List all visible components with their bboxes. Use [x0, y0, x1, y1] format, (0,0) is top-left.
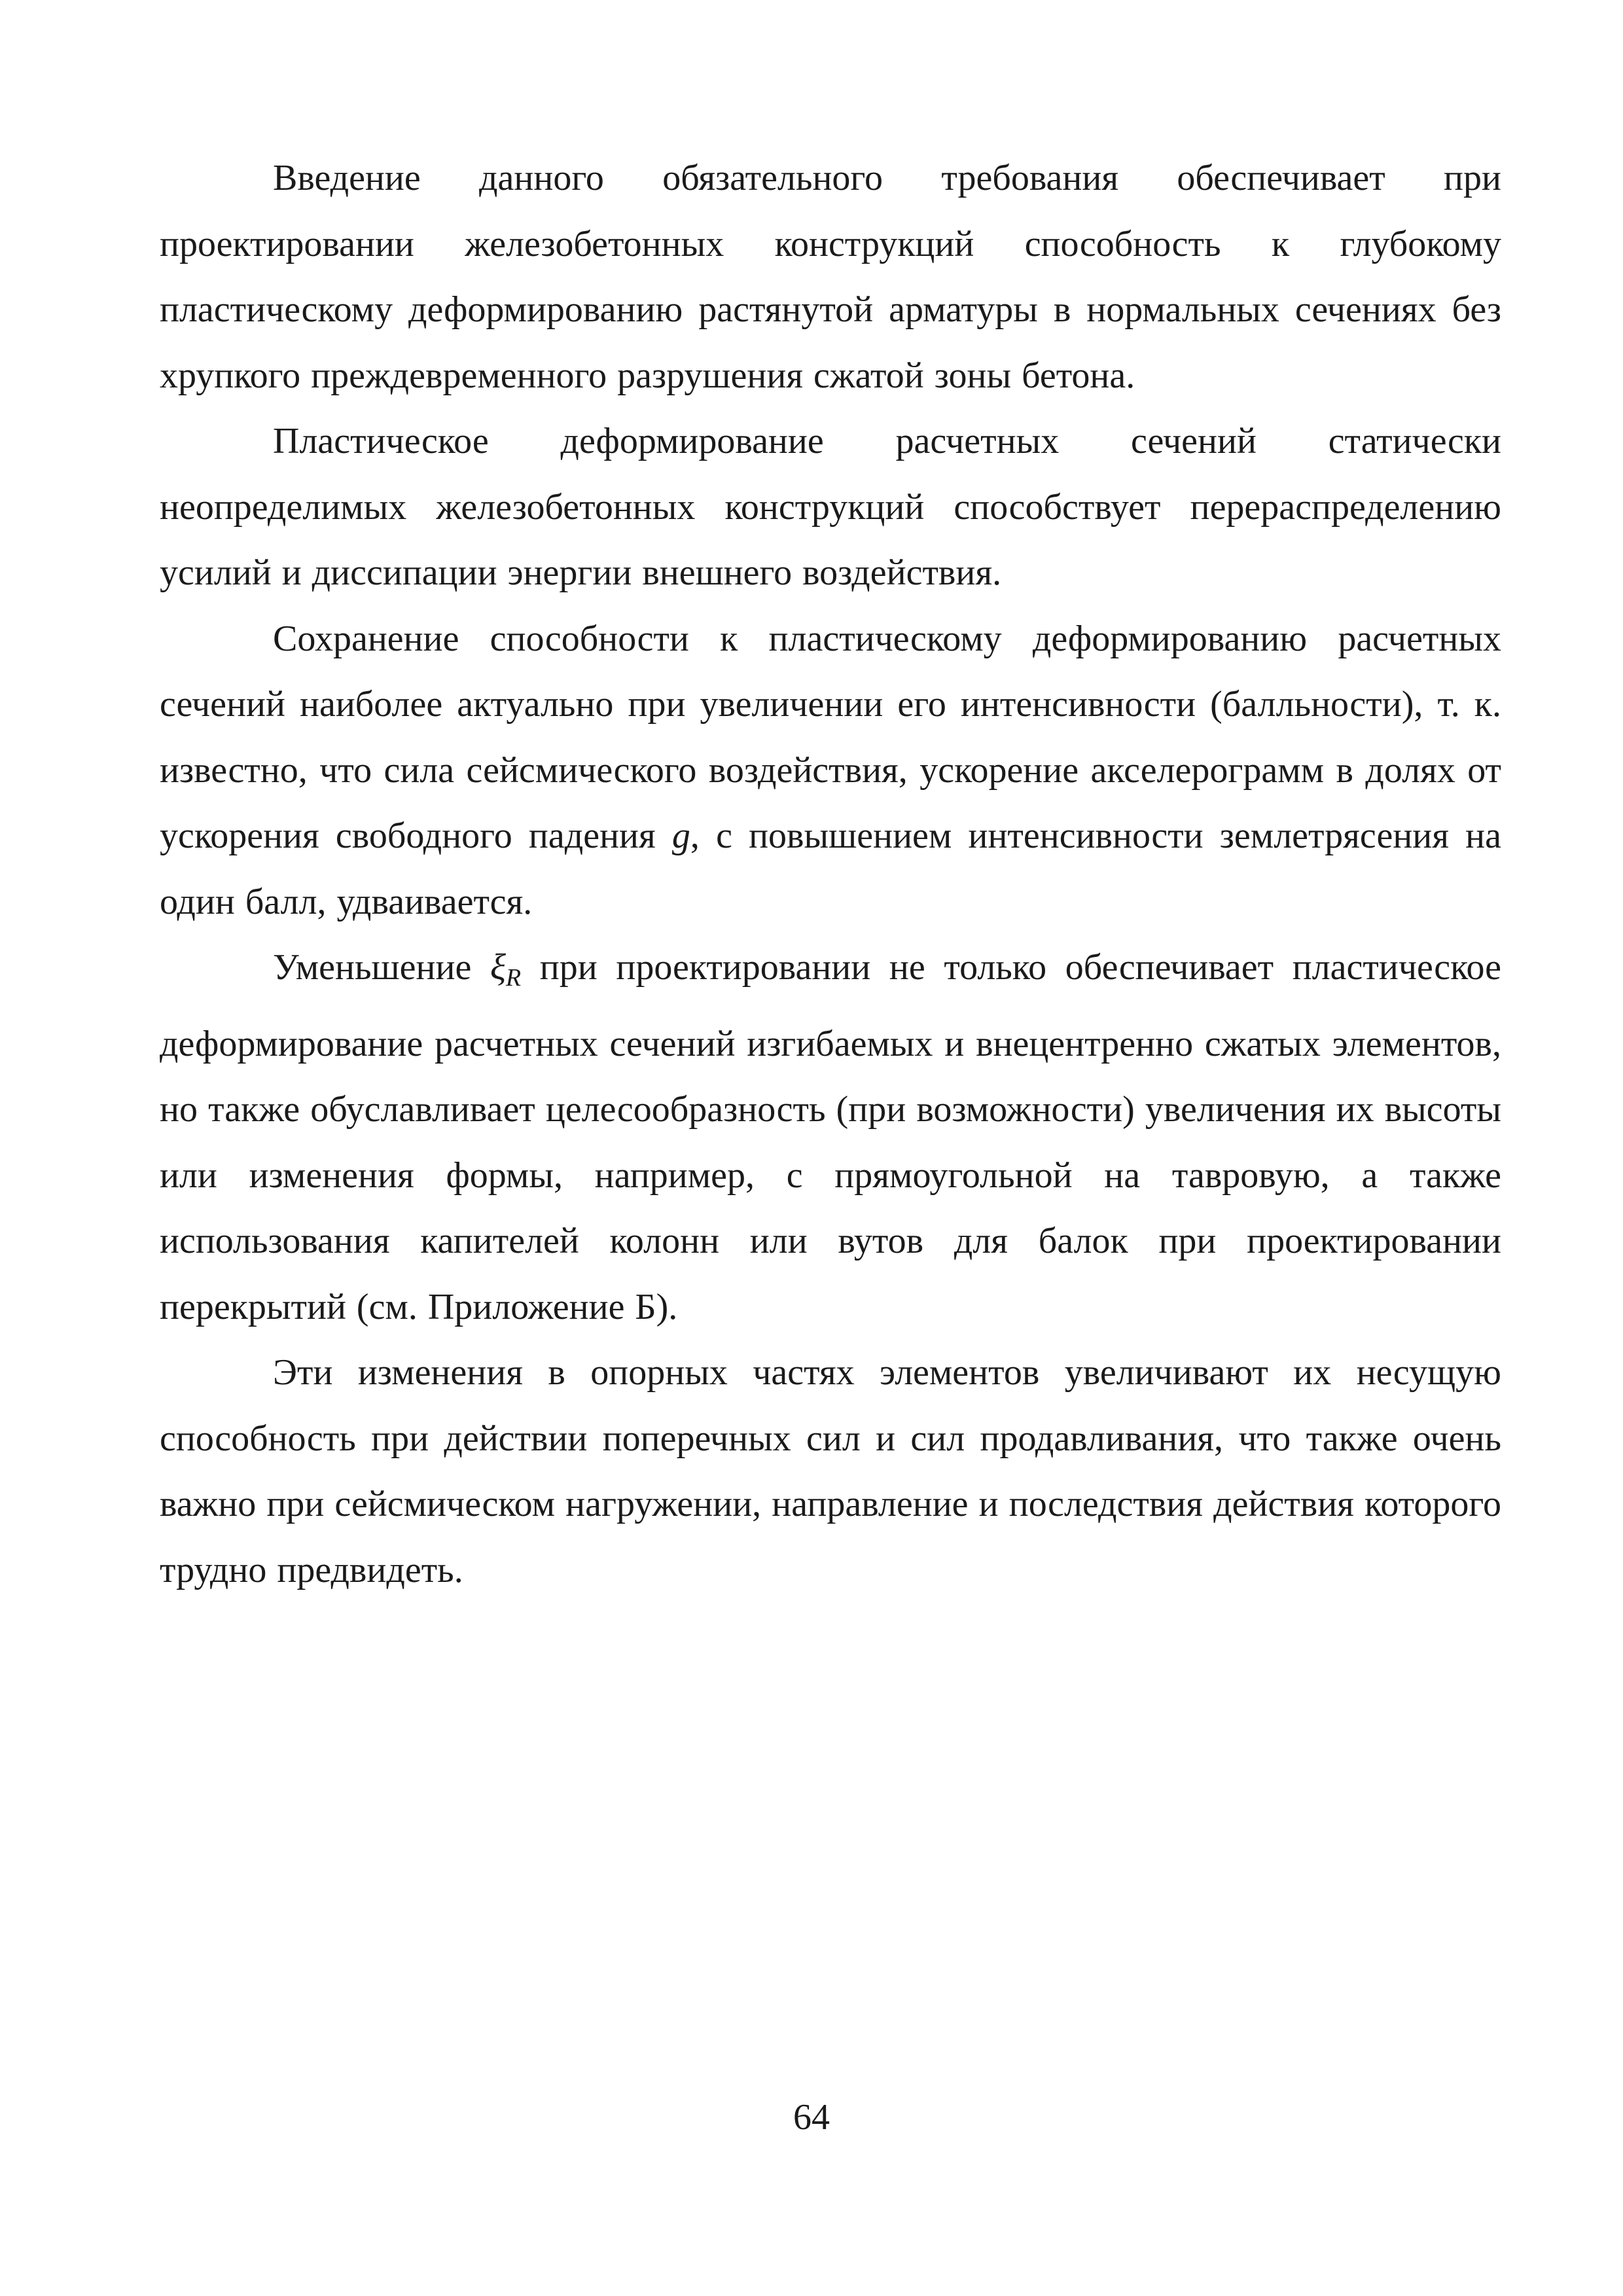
paragraph-1-text: Введение данного обязательного требования обеспечивает при проектировании железобетонных конструкций способность к глубокому пластическому деформированию растянутой арматуры в нормальных сечениях без хрупкого преждевременного разрушения сжатой зоны бетона.	[160, 158, 1501, 396]
paragraph-5	[160, 1340, 1501, 1603]
page-number: 64	[793, 2097, 830, 2138]
paragraph-3	[160, 606, 1501, 935]
paragraph-2	[160, 408, 1501, 606]
paragraph-2-text: Пластическое деформирование расчетных сечений статически неопределимых железобетонных конструкций способствует перераспределению усилий и диссипации энергии внешнего воздействия.	[160, 421, 1501, 593]
xi-subscript: R	[505, 964, 522, 992]
xi-symbol: ξ	[490, 947, 506, 988]
paragraph-4-text-start: Уменьшение	[273, 947, 490, 988]
paragraph-4	[160, 935, 1501, 1340]
paragraph-1	[160, 145, 1501, 408]
paragraph-3-text-end: , с повышением интенсивности землетрясения на один балл, удваивается.	[160, 816, 1501, 922]
paragraph-3-text-start: Сохранение способности к пластическому деформированию расчетных сечений наиболее актуально при увеличении его интенсивности (балльности), т. к. известно, что сила сейсмического воздействия, ускорение акселерограмм в долях от ускорения свободного падения	[160, 618, 1501, 856]
paragraph-4-text-end: при проектировании не только обеспечивает пластическое деформирование расчетных сечений изгибаемых и внецентренно сжатых элементов, но также обуславливает целесообразность (при возможности) увеличения их высоты или изменения формы, например, с прямоугольной на тавровую, а также использования капителей колонн или вутов для балок при проектировании перекрытий (см. Приложение Б).	[160, 947, 1501, 1327]
paragraph-5-text: Эти изменения в опорных частях элементов увеличивают их несущую способность при действии поперечных сил и сил продавливания, что также очень важно при сейсмическом нагружении, направление и последствия действия которого трудно предвидеть.	[160, 1352, 1501, 1590]
gravity-symbol: g	[671, 816, 690, 856]
body-text	[160, 145, 1501, 1603]
